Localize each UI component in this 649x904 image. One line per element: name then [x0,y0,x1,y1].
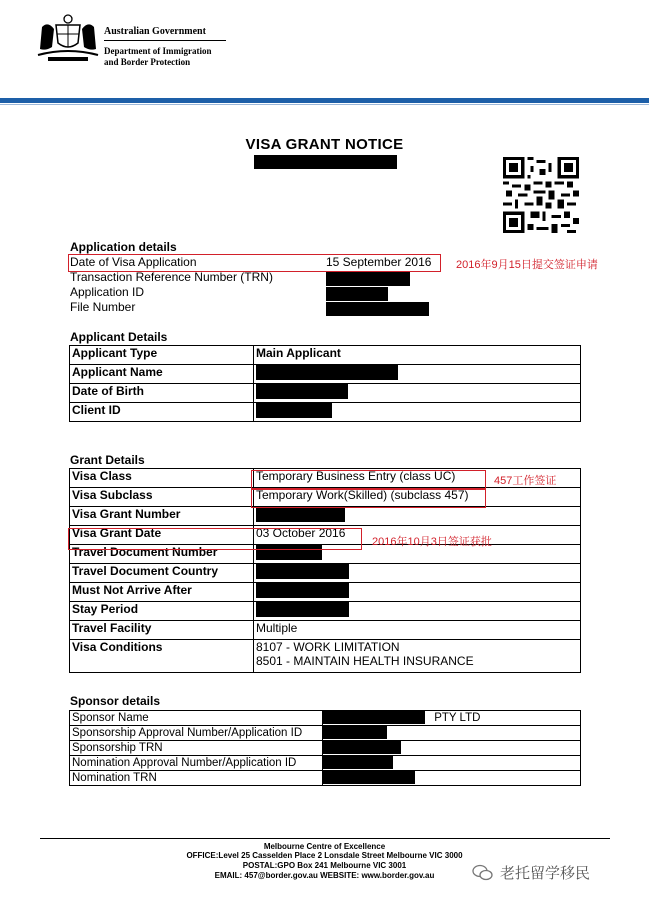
travel-facility-value: Multiple [254,621,581,640]
applicant-type-label: Applicant Type [70,346,254,365]
dept-name-line1: Department of Immigration [104,46,212,56]
applicant-name-label: Applicant Name [70,365,254,384]
trn-label: Transaction Reference Number (TRN) [70,270,273,284]
highlight-box [68,528,362,550]
applicant-type-value: Main Applicant [254,346,581,365]
table-row [70,741,581,756]
footer-postal: POSTAL:GPO Box 241 Melbourne VIC 3001 [242,861,407,870]
nomination-approval-label: Nomination Approval Number/Application ID [70,756,323,771]
watermark-text: 老托留学移民 [500,865,591,882]
travel-doc-country-value [254,564,581,583]
table-row [70,756,581,771]
table-row [70,346,581,365]
travel-facility-label: Travel Facility [70,621,254,640]
condition-8107: 8107 - WORK LIMITATION [256,640,400,654]
coat-of-arms-logo [36,13,100,63]
visa-subclass-value: Temporary Work(Skilled) (subclass 457) [254,488,581,507]
stay-period-value [254,602,581,621]
visa-conditions-value [254,640,581,673]
application-id-label: Application ID [70,285,145,299]
applicant-heading: Applicant Details [70,330,168,344]
table-row [70,602,581,621]
highlight-box [251,470,486,489]
table-row [70,711,581,726]
grant-date-label: Visa Grant Date [70,526,254,545]
redacted-block [254,155,397,169]
stay-period-label: Stay Period [70,602,254,621]
applicant-name-value [254,365,581,384]
sponsor-name-value [323,711,581,726]
table-row [70,771,581,786]
visa-conditions-label: Visa Conditions [70,640,254,673]
gov-title: Australian Government [104,26,206,37]
annotation-visa-class: 457工作签证 [494,475,557,487]
table-row [70,640,581,673]
grant-date-value: 03 October 2016 [254,526,581,545]
footer-contact: EMAIL: 457@border.gov.au WEBSITE: www.border.gov.au [214,871,435,880]
table-row [70,507,581,526]
visa-class-value: Temporary Business Entry (class UC) [254,469,581,488]
header-band-thin [0,104,649,105]
must-not-arrive-value [254,583,581,602]
qr-code [503,157,579,233]
grant-number-label: Visa Grant Number [70,507,254,526]
nomination-trn-label: Nomination TRN [70,771,323,786]
nomination-trn-value [323,771,581,786]
travel-doc-number-label: Travel Document Number [70,545,254,564]
date-application-label: Date of Visa Application [70,255,197,269]
sponsor-suffix: PTY LTD [434,712,481,724]
date-application-value: 15 September 2016 [326,255,432,269]
table-row [70,583,581,602]
sponsor-heading: Sponsor details [70,694,161,708]
header-band [0,98,649,103]
sponsorship-approval-value [323,726,581,741]
table-row [70,621,581,640]
file-number-label: File Number [70,300,136,314]
footer-office: OFFICE:Level 25 Casselden Place 2 Lonsdale Street Melbourne VIC 3000 [186,851,463,860]
condition-8501: 8501 - MAINTAIN HEALTH INSURANCE [256,654,474,668]
annotation-application-date: 2016年9月15日提交签证申请 [456,259,598,271]
table-row [70,365,581,384]
travel-doc-country-label: Travel Document Country [70,564,254,583]
sponsor-name-label: Sponsor Name [70,711,323,726]
header-divider [104,40,226,41]
redacted-block [326,302,429,316]
annotation-grant-date: 2016年10月3日签证获批 [372,536,492,548]
page-title: VISA GRANT NOTICE [245,136,404,153]
footer-centre: Melbourne Centre of Excellence [263,842,386,851]
grant-number-value [254,507,581,526]
footer-divider [40,838,610,839]
wechat-icon [472,864,494,882]
redacted-block [326,272,410,286]
sponsorship-trn-value [323,741,581,756]
dob-value [254,384,581,403]
redacted-block [326,287,388,301]
dob-label: Date of Birth [70,384,254,403]
dept-name-line2: and Border Protection [104,57,191,67]
visa-subclass-label: Visa Subclass [70,488,254,507]
client-id-label: Client ID [70,403,254,422]
sponsorship-trn-label: Sponsorship TRN [70,741,323,756]
must-not-arrive-label: Must Not Arrive After [70,583,254,602]
grant-heading: Grant Details [70,453,145,467]
sponsorship-approval-label: Sponsorship Approval Number/Application ID [70,726,323,741]
sponsor-table [69,710,581,786]
table-row [70,384,581,403]
client-id-value [254,403,581,422]
table-row [70,726,581,741]
table-row [70,564,581,583]
nomination-approval-value [323,756,581,771]
table-row [70,403,581,422]
visa-class-label: Visa Class [70,469,254,488]
highlight-box [251,489,486,508]
applicant-table [69,345,581,422]
application-heading: Application details [70,240,177,254]
